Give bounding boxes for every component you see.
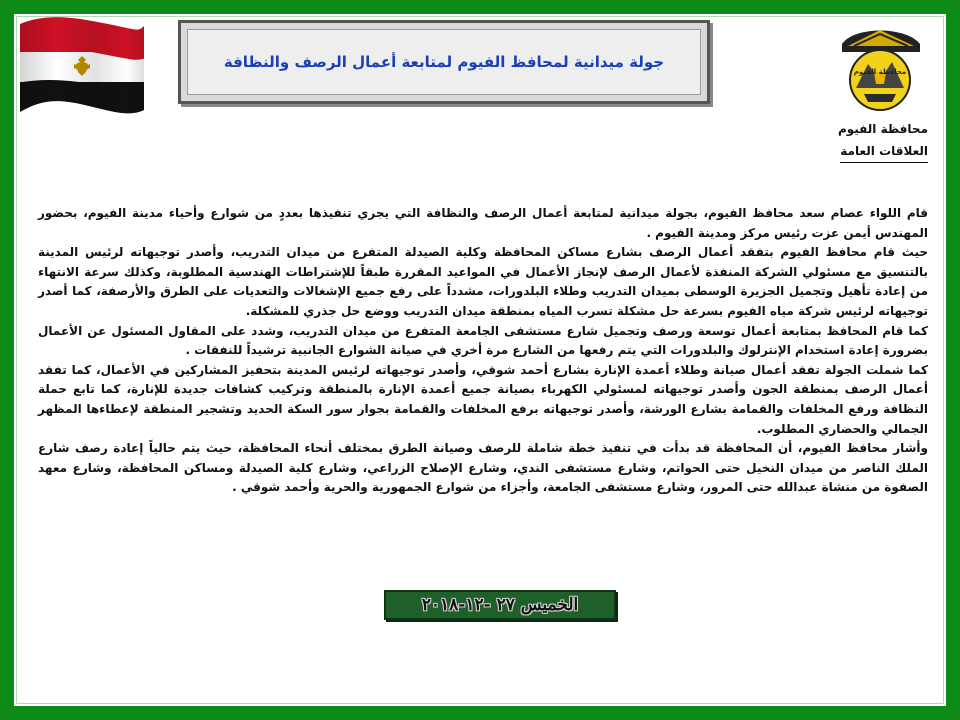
title-inner: [187, 29, 701, 95]
fayoum-logo: [834, 22, 926, 114]
department-label: [838, 118, 928, 163]
paragraph-2: حيث قام محافظ الفيوم بتفقد أعمال الرصف بشارع مساكن المحافظة وكلية الصيدلة المتفرع من ميدان التدريب، وأصدر توجيهاته لرئيس المدينة بالتنسيق مع مسئولي الشركة المنفذة لأعمال الرصف لإنجاز الأعمال في المواعيد المقررة طبقاً للإشتراطات الهندسية المطلوبة، وكذلك سرعة الانتهاء من إعادة تأهيل وتجميل الجزيرة الوسطى بميدان التدريب وطلاء البلدورات، مشدداً على رفع جميع الإشغالات والتعديات على الطرق والأرصفة، كما أصدر توجيهاته لرئيس شركة مياه الفيوم بسرعة حل مشكلة تسرب المياه بمنطقة ميدان التدريب ووضع حل جذري للمشكلة.: [38, 245, 928, 318]
dept-public-relations: العلاقات العامة: [840, 140, 928, 163]
page-title: جولة ميدانية لمحافظ الفيوم لمتابعة أعمال الرصف والنظافة: [223, 53, 665, 71]
egypt-flag: [18, 12, 146, 120]
date-banner: [384, 590, 616, 620]
paragraph-3: كما قام المحافظ بمتابعة أعمال توسعة ورصف وتجميل شارع مستشفى الجامعة المتفرع من ميدان التدريب، وشدد على المقاول المسئول عن الأعمال بضرورة إعادة استخدام الإنترلوك والبلدورات التي يتم رفعها من الشارع مرة أخري في صيانة الشوارع الجانبية ترشيداً للنفقات .: [38, 323, 928, 358]
title-box: [178, 20, 710, 104]
article-body: [38, 204, 928, 498]
logo-text: محافظة الفيوم: [853, 68, 907, 76]
paragraph-4: كما شملت الجولة تفقد أعمال صيانة وطلاء أعمدة الإنارة بشارع أحمد شوقي، وأصدر توجيهاته لرئيس المدينة بتحفيز المشاركين في الأعمال، كما تفقد أعمال الرصف بمنطقة الجون وأصدر توجيهاته لمسئولي الكهرباء بصيانة جميع أعمدة الإنارة بالمنطقة وتركيب كشافات جديدة للإنارة، كما تابع حملة النظافة ورفع المخلفات والقمامة بشارع الورشة، وأصدر توجيهاته برفع المخلفات والقمامة بجوار سور السكة الحديد وتشجير المنطقة لإعطاءها المظهر الجمالي والحضاري المطلوب.: [38, 362, 928, 436]
date-text: الخميس ٢٧ -١٢-٢٠١٨: [421, 595, 579, 615]
paragraph-1: قام اللواء عصام سعد محافظ الفيوم، بجولة ميدانية لمتابعة أعمال الرصف والنظافة التي يجري تنفيذها بعددٍ من شوارع وأحياء مدينة الفيوم، بحضور المهندس أيمن عزت رئيس مركز ومدينة الفيوم .: [38, 206, 928, 240]
paragraph-5: وأشار محافظ الفيوم، أن المحافظة قد بدأت في تنفيذ خطة شاملة للرصف وصيانة الطرق بمختلف أنحاء المحافظة، حيث يتم حالياً إعادة رصف شارع الملك الناصر من ميدان النخيل حتى الحواتم، وشارع مستشفى الندي، وشارع الإصلاح الزراعي، وشارع كلية الصيدلة ومساكن المحافظة، وشارع معهد الصفوة من منشاة عبدالله حتى المرور، وشارع مستشفى الجامعة، وأجزاء من شوارع الجمهورية والحرية وأحمد شوقي .: [38, 441, 928, 495]
dept-governorate: محافظة الفيوم: [837, 122, 928, 136]
